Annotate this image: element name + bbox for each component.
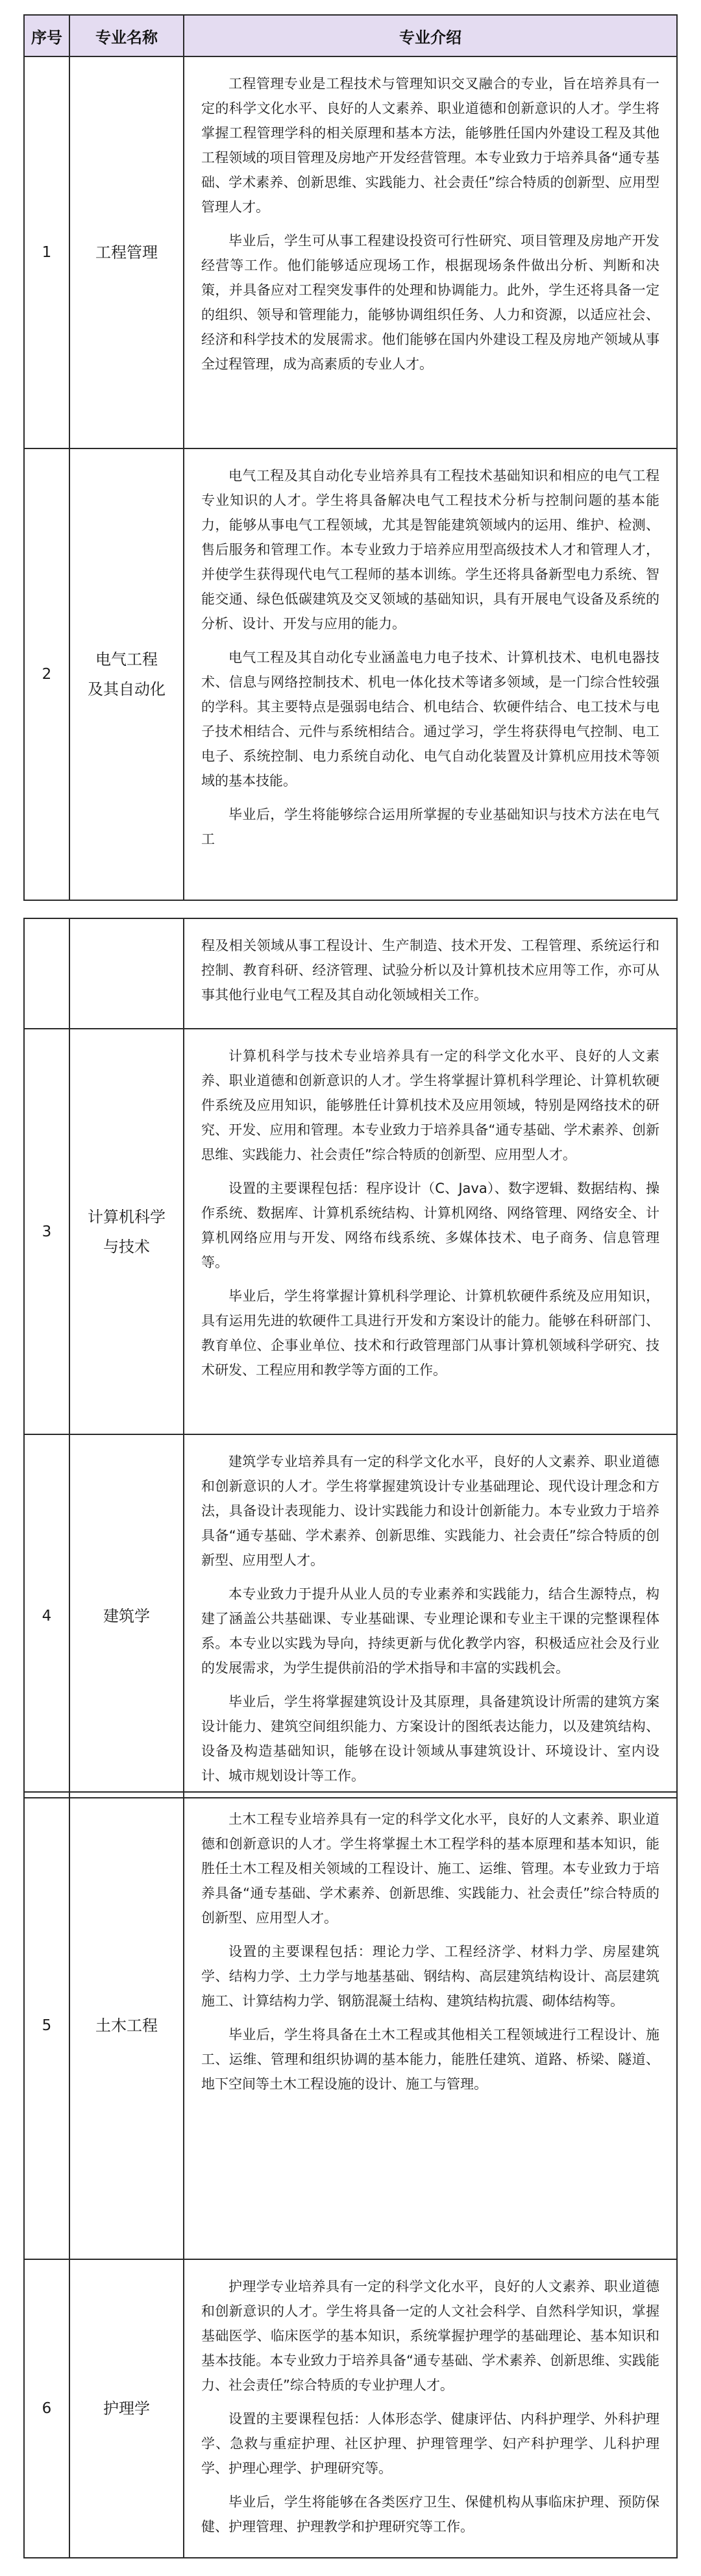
description-paragraph: 土木工程专业培养具有一定的科学文化水平，良好的人文素养、职业道德和创新意识的人才。学生将掌握土木工程学科的基本原理和基本知识，能胜任土木工程及相关领域的工程设计、施工、运维、管理。本专业致力于培养具备“通专基础、学术素养、创新思维、实践能力、社会责任”综合特质的创新型、应用型人才。 <box>201 1811 659 1926</box>
table-row <box>24 2259 677 2558</box>
table-section-3 <box>23 1791 676 2558</box>
major-name-line: 建筑学 <box>103 1607 150 1625</box>
major-name-line: 护理学 <box>103 2399 150 2418</box>
description-paragraph: 毕业后，学生可从事工程建设投资可行性研究、项目管理及房地产开发经营等工作。他们能够适应现场工作，根据现场条件做出分析、判断和决策，并具备应对工程突发事件的处理和协调能力。此外，学生还将具备一定的组织、领导和管理能力，能够协调组织任务、人力和资源，以适应社会、经济和科学技术的发展需求。他们能够在国内外建设工程及房地产领域从事全过程管理，成为高素质的专业人才。 <box>201 233 659 372</box>
row-number: 2 <box>24 448 69 900</box>
major-description <box>184 2259 677 2558</box>
description-paragraph: 毕业后，学生将具备在土木工程或其他相关工程领域进行工程设计、施工、运维、管理和组织协调的基本能力，能胜任建筑、道路、桥梁、隧道、地下空间等土木工程设施的设计、施工与管理。 <box>201 2027 659 2092</box>
description-paragraph: 工程管理专业是工程技术与管理知识交叉融合的专业，旨在培养具有一定的科学文化水平、良好的人文素养、职业道德和创新意识的人才。学生将掌握工程管理学科的相关原理和基本方法，能够胜任国内外建设工程及其他工程领域的项目管理及房地产开发经营管理。本专业致力于培养具备“通专基础、学术素养、创新思维、实践能力、社会责任”综合特质的创新型、应用型管理人才。 <box>201 76 659 215</box>
table-row <box>24 1792 677 2259</box>
table-row-continued <box>24 918 677 1029</box>
description-paragraph: 程及相关领域从事工程设计、生产制造、技术开发、工程管理、系统运行和控制、教育科研、经济管理、试验分析以及计算机技术应用等工作，亦可从事其他行业电气工程及其自动化领域相关工作。 <box>201 938 659 1003</box>
table-row <box>24 56 677 448</box>
row-number: 3 <box>24 1029 69 1434</box>
major-name <box>69 1029 184 1434</box>
major-name-line: 与技术 <box>103 1237 150 1256</box>
description-paragraph: 毕业后，学生将能够综合运用所掌握的专业基础知识与技术方法在电气工 <box>201 807 659 847</box>
major-name <box>69 448 184 900</box>
table-header-row <box>24 15 677 56</box>
description-paragraph: 建筑学专业培养具有一定的科学文化水平，良好的人文素养、职业道德和创新意识的人才。学生将掌握建筑设计专业基础理论、现代设计理念和方法，具备设计表现能力、设计实践能力和设计创新能力。本专业致力于培养具备“通专基础、学术素养、创新思维、实践能力、社会责任”综合特质的创新型、应用型人才。 <box>201 1454 659 1568</box>
description-paragraph: 毕业后，学生将能够在各类医疗卫生、保健机构从事临床护理、预防保健、护理管理、护理教学和护理研究等工作。 <box>201 2494 659 2534</box>
majors-table-continued <box>23 918 678 1798</box>
header-no: 序号 <box>24 15 69 56</box>
table-row <box>24 1434 677 1798</box>
table-row <box>24 448 677 900</box>
row-number: 1 <box>24 56 69 448</box>
major-name-line: 计算机科学 <box>88 1207 166 1226</box>
description-paragraph: 电气工程及其自动化专业培养具有工程技术基础知识和相应的电气工程专业知识的人才。学生将具备解决电气工程技术分析与控制问题的基本能力，能够从事电气工程领域，尤其是智能建筑领域内的运用、维护、检测、售后服务和管理工作。本专业致力于培养应用型高级技术人才和管理人才，并使学生获得现代电气工程师的基本训练。学生还将具备新型电力系统、智能交通、绿色低碳建筑及交叉领域的基础知识，具有开展电气设备及系统的分析、设计、开发与应用的能力。 <box>201 468 659 632</box>
table-section-2 <box>23 918 676 1798</box>
header-name: 专业名称 <box>69 15 184 56</box>
major-description <box>184 918 677 1029</box>
header-desc: 专业介绍 <box>184 15 677 56</box>
major-name-line: 及其自动化 <box>88 680 166 698</box>
description-paragraph: 设置的主要课程包括：理论力学、工程经济学、材料力学、房屋建筑学、结构力学、土力学与地基基础、钢结构、高层建筑结构设计、高层建筑施工、计算结构力学、钢筋混凝土结构、建筑结构抗震、砌体结构等。 <box>201 1944 659 2009</box>
major-description <box>184 448 677 900</box>
description-paragraph: 毕业后，学生将掌握计算机科学理论、计算机软硬件系统及应用知识，具有运用先进的软硬件工具进行开发和方案设计的能力。能够在科研部门、教育单位、企事业单位、技术和行政管理部门从事计算机领域科学研究、技术研发、工程应用和教学等方面的工作。 <box>201 1288 659 1378</box>
major-name <box>69 918 184 1029</box>
table-row <box>24 1029 677 1434</box>
description-paragraph: 设置的主要课程包括：人体形态学、健康评估、内科护理学、外科护理学、急救与重症护理、社区护理、护理管理学、妇产科护理学、儿科护理学、护理心理学、护理研究等。 <box>201 2411 659 2476</box>
major-description <box>184 56 677 448</box>
description-paragraph: 电气工程及其自动化专业涵盖电力电子技术、计算机技术、电机电器技术、信息与网络控制技术、机电一体化技术等诸多领域，是一门综合性较强的学科。其主要特点是强弱电结合、机电结合、软硬件结合、电工技术与电子技术相结合、元件与系统相结合。通过学习，学生将获得电气控制、电工电子、系统控制、电力系统自动化、电气自动化装置及计算机应用技术等领域的基本技能。 <box>201 650 659 789</box>
major-description <box>184 1792 677 2259</box>
description-paragraph: 护理学专业培养具有一定的科学文化水平，良好的人文素养、职业道德和创新意识的人才。学生将具备一定的人文社会科学、自然科学知识，掌握基础医学、临床医学的基本知识，系统掌握护理学的基础理论、基本知识和基本技能。本专业致力于培养具备“通专基础、学术素养、创新思维、实践能力、社会责任”综合特质的专业护理人才。 <box>201 2279 659 2393</box>
major-description <box>184 1029 677 1434</box>
major-name-line: 工程管理 <box>95 243 158 262</box>
major-name <box>69 1434 184 1798</box>
major-name <box>69 2259 184 2558</box>
description-paragraph: 本专业致力于提升从业人员的专业素养和实践能力，结合生源特点，构建了涵盖公共基础课、专业基础课、专业理论课和专业主干课的完整课程体系。本专业以实践为导向，持续更新与优化教学内容，积极适应社会及行业的发展需求，为学生提供前沿的学术指导和丰富的实践机会。 <box>201 1586 659 1676</box>
major-name <box>69 56 184 448</box>
description-paragraph: 毕业后，学生将掌握建筑设计及其原理，具备建筑设计所需的建筑方案设计能力、建筑空间组织能力、方案设计的图纸表达能力，以及建筑结构、设备及构造基础知识，能够在设计领域从事建筑设计、环境设计、室内设计、城市规划设计等工作。 <box>201 1694 659 1784</box>
row-number: 6 <box>24 2259 69 2558</box>
row-number <box>24 918 69 1029</box>
major-name <box>69 1792 184 2259</box>
major-name-line: 电气工程 <box>95 650 158 669</box>
description-paragraph: 计算机科学与技术专业培养具有一定的科学文化水平、良好的人文素养、职业道德和创新意识的人才。学生将掌握计算机科学理论、计算机软硬件系统及应用知识，能够胜任计算机技术及应用领域，特别是网络技术的研究、开发、应用和管理。本专业致力于培养具备“通专基础、学术素养、创新思维、实践能力、社会责任”综合特质的创新型、应用型人才。 <box>201 1048 659 1162</box>
major-description <box>184 1434 677 1798</box>
major-name-line: 土木工程 <box>95 2017 158 2035</box>
description-paragraph: 设置的主要课程包括：程序设计（C、Java）、数字逻辑、数据结构、操作系统、数据库、计算机系统结构、计算机网络、网络管理、网络安全、计算机网络应用与开发、网络布线系统、多媒体技术、电子商务、信息管理等。 <box>201 1181 659 1270</box>
row-number: 5 <box>24 1792 69 2259</box>
row-number: 4 <box>24 1434 69 1798</box>
majors-table-continued <box>23 1791 678 2558</box>
table-section-1 <box>23 14 676 901</box>
majors-table <box>23 14 678 901</box>
